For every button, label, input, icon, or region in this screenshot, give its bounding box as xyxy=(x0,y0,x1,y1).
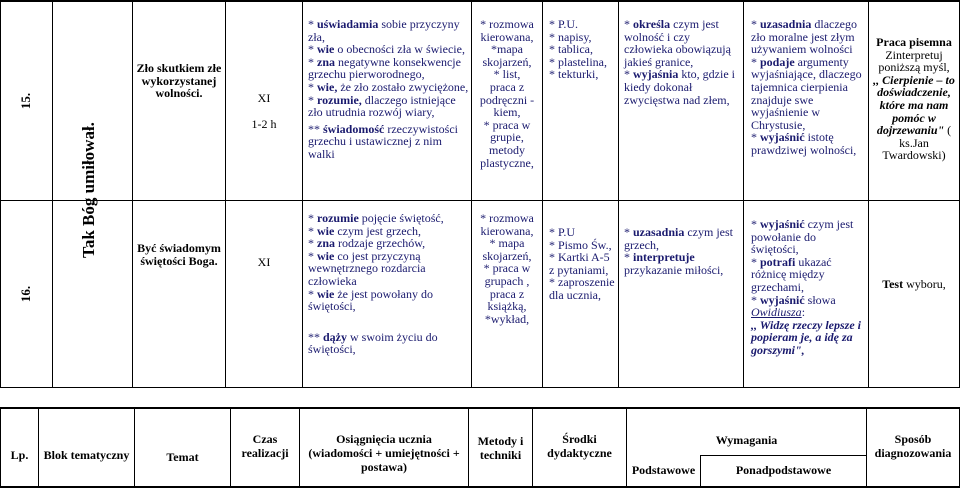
header-basic: Podstawowe xyxy=(631,463,696,477)
topic-15: Zło skutkiem złe wykorzystanej wolności. xyxy=(136,61,222,101)
class-label: XI xyxy=(257,91,271,105)
list-item: * rozumie pojęcie świętość, xyxy=(308,211,444,225)
header-requirements: Wymagania xyxy=(715,433,778,447)
list-item: * wyjaśnić czym jest powołanie do świętości, xyxy=(751,217,854,257)
col-line xyxy=(471,0,472,388)
list-item: * wyjaśnia kto, gdzie i kiedy dokonał zwycięstwa nad złem, xyxy=(624,67,735,107)
col-line xyxy=(542,0,543,388)
list-item: * rozumie, dlaczego istniejące zło utrudnia rozwój wiary, xyxy=(308,92,456,120)
list-item: * Kartki A-5 z pytaniami, xyxy=(549,250,610,277)
list-item: Test wyboru, xyxy=(882,277,946,291)
list-item: * wyjaśnić słowa Owidiusza: xyxy=(751,292,836,320)
list-item: * uzasadnia czym jest grzech, xyxy=(624,225,734,252)
list-item: *wykład, xyxy=(484,311,530,326)
list-item: * określa czym jest wolność i czy człowieka obowiązują jakieś granice, xyxy=(624,17,731,69)
advanced-15 xyxy=(751,18,865,157)
basic-15 xyxy=(624,18,741,106)
methods-16 xyxy=(473,212,541,325)
col-line xyxy=(132,0,133,388)
list-item: * wie że jest powołany do świętości, xyxy=(308,286,433,314)
diagnosis-16 xyxy=(871,278,957,291)
list-item: * uświadamia sobie przyczyny zła, xyxy=(308,17,460,44)
requirements-divider xyxy=(700,455,866,456)
hcol-line xyxy=(299,407,300,488)
list-item: ** świadomość rzeczywistości grzechu i ustawicznej z nim walki xyxy=(308,121,458,161)
list-item: *mapa skojarzeń, xyxy=(482,42,532,69)
list-item: * wie czym jest grzech, xyxy=(308,223,421,238)
col-line xyxy=(0,0,1,388)
table-top-border xyxy=(0,0,960,2)
list-item: * zaproszenie dla ucznia, xyxy=(549,275,615,302)
class-15 xyxy=(227,85,301,137)
class-16: XI xyxy=(257,255,271,269)
list-item: * podaje argumenty wyjaśniające, dlaczego tajemnica cierpienia znajduje swe wyjaśnienie w Chrystusie, xyxy=(751,54,862,132)
list-item: * list, xyxy=(493,67,521,82)
col-line xyxy=(868,0,869,388)
list-item: * Pismo Św., xyxy=(549,237,612,252)
block-title: Tak Bóg umiłował. xyxy=(79,122,98,258)
list-item: * interpretuje przykazanie miłości, xyxy=(624,250,724,277)
list-item: praca z podręczni - kiem, xyxy=(479,79,535,120)
header-lp: Lp. xyxy=(10,448,29,462)
header-advanced: Ponadpodstawowe xyxy=(735,463,832,477)
col-line xyxy=(743,0,744,388)
row-divider xyxy=(0,200,960,201)
list-item: ,, Cierpienie – to doświadczenie, które ma nam pomóc w dojrzewaniu" ( ks.Jan Twardowski) xyxy=(873,72,955,163)
header-aids: Środki dydaktyczne xyxy=(547,432,612,460)
list-item: * rozmowa kierowana, xyxy=(480,211,534,238)
list-item: * wie co jest przyczyną wewnętrznego rozdarcia człowieka xyxy=(308,248,426,288)
aids-15 xyxy=(549,18,617,81)
list-item: * wie, że zło zostało zwyciężone, xyxy=(308,79,469,94)
list-item: * plastelina, xyxy=(549,54,607,69)
header-topic: Temat xyxy=(166,450,199,464)
list-item: * tablica, xyxy=(549,42,593,57)
list-item: * uzasadnia dlaczego zło moralne jest złym używaniem wolności xyxy=(751,17,857,57)
header-methods: Metody i techniki xyxy=(477,434,524,462)
achievements-16 xyxy=(308,212,470,356)
header-block: Blok tematyczny xyxy=(43,448,130,462)
table-bottom-border xyxy=(0,387,960,388)
list-item: * zna rodzaje grzechów, xyxy=(308,236,426,251)
list-item: * wie o obecności zła w świecie, xyxy=(308,42,465,57)
methods-15 xyxy=(473,18,541,169)
hcol-line xyxy=(134,407,135,488)
list-item: * napisy, xyxy=(549,29,592,44)
achievements-15 xyxy=(308,18,470,161)
basic-16 xyxy=(624,226,741,276)
list-item: ** dąży w swoim życiu do świętości, xyxy=(308,329,438,357)
list-item: ,, Widzę rzeczy lepsze i popieram je, a idę za gorszymi", xyxy=(751,317,861,357)
list-item: * praca w grupach , xyxy=(483,261,531,288)
list-item: * praca w grupie, xyxy=(483,117,531,145)
aids-16 xyxy=(549,226,617,302)
list-item: * wyjaśnić istotę prawdziwej wolności, xyxy=(751,130,857,157)
col-line xyxy=(52,0,53,388)
topic-16: Być świadomym świętości Boga. xyxy=(137,241,221,268)
diagnosis-15 xyxy=(871,36,957,162)
list-item: * zna negatywne konsekwencje grzechu pierworodnego, xyxy=(308,54,461,82)
header-time: Czas realizacji xyxy=(241,432,289,460)
list-item: * potrafi ukazać różnicę między grzechami, xyxy=(751,254,832,294)
list-item: * tekturki, xyxy=(549,67,599,82)
row-number: 16. xyxy=(18,285,33,303)
list-item: * P.U. xyxy=(549,17,579,31)
col-line xyxy=(302,0,303,388)
list-item: metody plastyczne, xyxy=(480,142,534,170)
list-item: praca z książką, xyxy=(487,286,527,314)
list-item: * mapa skojarzeń, xyxy=(482,236,532,263)
list-item: * rozmowa kierowana, xyxy=(480,17,534,44)
header-achievements: Osiągnięcia ucznia (wiadomości + umiejętności + postawa) xyxy=(308,432,460,474)
advanced-16 xyxy=(751,218,865,357)
header-top-border xyxy=(0,407,960,409)
hours-label: 1-2 h xyxy=(251,117,277,131)
list-item: Praca pisemna Zinterpretuj poniższą myśl, xyxy=(876,35,952,75)
col-line xyxy=(618,0,619,388)
header-diagnosis: Sposób diagnozowania xyxy=(874,432,952,460)
col-line xyxy=(225,0,226,388)
row-number: 15. xyxy=(18,92,33,110)
list-item: * P.U xyxy=(549,225,576,239)
hcol-line xyxy=(230,407,231,488)
